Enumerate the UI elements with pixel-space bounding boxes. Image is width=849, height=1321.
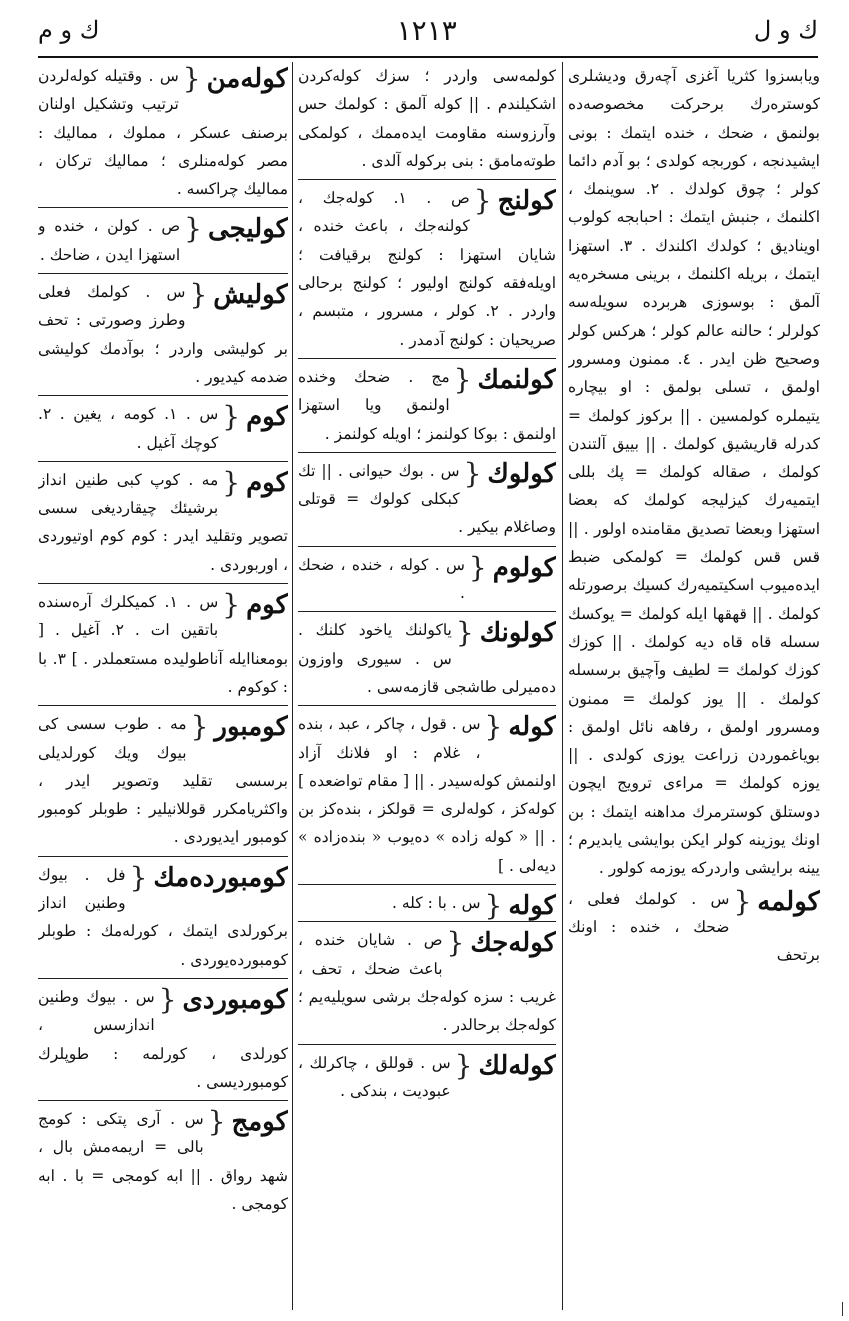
entry-definition: س . كوله ، خنده ، ضحك . [298, 555, 465, 603]
brace-icon: { [468, 550, 487, 584]
entry-divider [298, 452, 556, 453]
entry-definition: س . بيوك وطنين اندازسس ، كورلدى ، كورلمه : طوپلرك كومبورديسى . [38, 987, 288, 1091]
entry-headword: كوم [246, 402, 288, 433]
entry-headword: كولنج [497, 186, 556, 217]
dictionary-entry [298, 926, 556, 1039]
entry-divider [298, 611, 556, 612]
entry-definition: مه . طوب سسى كى بيوك ويك كورلديلى برسسى تقليد وتصوير ايدر ، واكثريامكرر قوللانيلير : طوبلر كومبور كومبور ايديوردى . [38, 715, 288, 847]
entry-definition: س . وقتيله كوله‌لردن ترتيب وتشكيل اولنان برصنف عسكر ، مملوك ، مماليك : مصر كوله‌منلرى ؛ مماليك تركان ، مماليك چراكسه . [38, 67, 288, 199]
entry-divider [38, 856, 288, 857]
page-header [38, 10, 818, 50]
entry-definition: س . كولمك فعلى ، ضحك ، خنده : اونك برتحف [568, 889, 820, 965]
entry-headword: كوله [508, 891, 556, 922]
brace-icon: { [733, 884, 752, 918]
dictionary-entry [38, 212, 288, 269]
brace-icon: { [463, 456, 482, 490]
dictionary-entry [568, 885, 820, 970]
entry-headword: كومبوردى [182, 984, 288, 1015]
entry-definition: س . با : كله . [392, 894, 481, 913]
column-middle [298, 62, 556, 1312]
entry-headword: كولوك [487, 458, 556, 489]
dictionary-entry [298, 889, 556, 923]
entry-definition: س . قوللق ، چاكرلك ، عبوديت ، بندكى . [298, 1053, 451, 1100]
entry-headword: كوليش [213, 280, 288, 311]
brace-icon: { [222, 465, 241, 499]
header-keyword-right: ك و ل [753, 16, 818, 44]
entry-headword: كومبور [214, 712, 288, 743]
entry-divider [298, 705, 556, 706]
header-keyword-left: ك و م [38, 16, 100, 44]
entry-body: كولمه‌سى واردر ؛ سزك كوله‌كردن اشكيلندم . || كوله آلمق : كولمك حس وآرزوسنه مقاومت ايده‌ممك ، كولمكى طوته‌مامق : بنى بركوله آلدى . [298, 67, 556, 170]
dictionary-entry [38, 1105, 288, 1218]
brace-icon: { [473, 184, 492, 218]
dictionary-entry [38, 710, 288, 851]
dictionary-entry [298, 457, 556, 542]
entry-divider [38, 207, 288, 208]
entry-headword: كوم [246, 590, 288, 621]
dictionary-entry [298, 1049, 556, 1106]
entry-headword: كوم [246, 467, 288, 498]
entry-divider [298, 546, 556, 547]
brace-icon: { [222, 400, 241, 434]
entry-divider [298, 358, 556, 359]
entry-headword: كولنمك [477, 364, 556, 395]
page-number: ١٢١٣ [396, 13, 457, 47]
entry-definition: فل . بيوك وطنين انداز بركورلدى ايتمك ، كورله‌مك : طوبلر كومبورده‌يوردى . [38, 865, 288, 969]
brace-icon: { [222, 588, 241, 622]
dictionary-entry [298, 363, 556, 448]
entry-definition: س . كولمك فعلى وطرز وصورتى : تحف بر كوليشى واردر ؛ بوآدمك كوليشى ضدمه كيديور . [38, 283, 288, 386]
entry-divider [38, 583, 288, 584]
entry-definition: مه . كوپ كبى طنين انداز برشيئك چيقارديغى سسى تصوير وتقليد ايدر : كوم كوم اوتيوردى ، اوربوردى . [38, 470, 288, 574]
column-divider [562, 62, 563, 1310]
entry-definition: ص . ١. كوله‌جك ، كولنه‌جك ، باعث خنده ، شايان استهزا : كولنج برقيافت ؛ اويله‌فقه كولنج اوليور ؛ كولنج برحالى واردر . ٢. كولر ، مسرور ، متبسم ، صريحيان : كولنج آدمدر . [298, 189, 556, 349]
entry-definition: ص . كولن ، خنده و استهزا ايدن ، ضاحك . [38, 217, 181, 264]
entry-headword: كوله‌لك [478, 1050, 556, 1081]
continued-entry-text [298, 62, 556, 175]
brace-icon: { [484, 889, 503, 923]
dictionary-entry [38, 861, 288, 974]
page-edge-mark [842, 1302, 843, 1316]
dictionary-entry [38, 278, 288, 391]
entry-headword: كومبورده‌مك [153, 862, 288, 893]
entry-divider [298, 1044, 556, 1045]
continued-entry-text [568, 62, 820, 883]
entry-divider [38, 705, 288, 706]
entry-definition: ياكولنك ياخود كلنك . س . سيورى واوزون ده‌ميرلى طاشجى قازمه‌سى . [298, 621, 556, 696]
entry-definition: مج . ضحك وخنده اولنمق ويا استهزا اولنمق : بوكا كولنمز ؛ اويله كولنمز . [298, 367, 556, 443]
entry-divider [38, 978, 288, 979]
brace-icon: { [158, 982, 177, 1016]
entry-definition: س . بوك حيوانى . || تك كبكلى كولوك = قوتلى وصاغلام بيكير . [298, 461, 556, 537]
dictionary-entry [38, 588, 288, 701]
brace-icon: { [207, 1105, 226, 1139]
dictionary-entry [38, 62, 288, 203]
entry-divider [298, 179, 556, 180]
brace-icon: { [190, 710, 209, 744]
brace-icon: { [446, 926, 465, 960]
dictionary-entry [38, 466, 288, 579]
column-divider [292, 62, 293, 1310]
entry-headword: كولمه [757, 886, 820, 917]
dictionary-entry [298, 616, 556, 701]
entry-definition: س . آرى پتكى : كومج بالى = اريمه‌مش بال ، شهد رواق . || ابه كومجى = با . ابه كومجى . [38, 1110, 288, 1213]
entry-headword: كولوم [492, 552, 556, 583]
entry-divider [38, 461, 288, 462]
brace-icon: { [182, 62, 201, 95]
entry-divider [38, 1100, 288, 1101]
entry-headword: كومج [231, 1107, 288, 1138]
dictionary-entry [298, 710, 556, 880]
brace-icon: { [455, 616, 474, 650]
entry-headword: كولونك [479, 618, 556, 649]
entry-definition: س . ١. كومه ، يغين . ٢. كوچك آغيل . [38, 405, 219, 452]
brace-icon: { [453, 362, 472, 396]
dictionary-entry [38, 983, 288, 1096]
entry-definition: س . ١. كميكلرك آره‌سنده باتقين ات . ٢. آغيل . [ بومعناايله آناطوليده مستعملدر . ] ٣. با : كوكوم . [38, 593, 288, 696]
header-rule [38, 56, 818, 58]
brace-icon: { [184, 212, 202, 246]
entry-headword: كوله‌من [206, 64, 288, 94]
entry-divider [298, 884, 556, 885]
column-left [38, 62, 288, 1312]
brace-icon: { [454, 1048, 473, 1082]
entry-divider [38, 395, 288, 396]
brace-icon: { [189, 278, 208, 312]
brace-icon: { [484, 710, 503, 744]
dictionary-entry [298, 551, 556, 608]
entry-body: ويابسزوا كثريا آغزى آچه‌رق وديشلرى كوستره‌رك برحركت مخصوصه‌ده بولنمق ، ضحك ، خنده ايتمك : بونى ايشيدنجه ، كوربجه كولدى ؛ بو آدم دائما كولر ؛ چوق كولدك . ٢. سوينمك ، اكلنمك ، جنبش ايتمك : احبابجه كولوب اويناديق ؛ كولدك اكلندك . ٣. استهزا ايتمك ، بريله اكلنمك ، برينى مسخره‌يه آلمق : بوسوزى هربرده سويله‌سه كولرلر ؛ حالنه عالم كولر ؛ هركس كولر وصحيح ظن ايدر . ٤. ممنون ومسرور اولمق ، تسلى بولمق : او بيچاره يتيملره كولمسين . || بركوز كولمك = كدرله قاريشيق كولمك . || بييق آلتندن كولمك ، صقاله كولمك = پك بللى ايتميه‌رك كيزليجه كولمك كه بعضا استهزا وبعضا تصديق مقامنده اولور . || قس قس كولمك = كولمكى ضبط ايده‌ميوب اسكيتميه‌رك كسيك برصورتله كولمك . || قهقها ايله كولمك = يوكسك سسله قاه قاه ديه كولمك . || كوزك كوزك كولمك = لطيف وآچيق برسسله كولمك . || يوز كولمك = ممنون ومسرور اولمق ، رفاهه نائل اولمق : بوياغموردن زراعت يوزى كولدى . || يوزه كولمك = مراءى ترويج ايچون دوستلق كوسترمرك مداهنه ايتمك : بن اونك يوزينه كولر ايكن بوايشى يابديرم ؛ يينه برايشى واردركه يوزمه كولور . [568, 67, 820, 878]
brace-icon: { [129, 860, 148, 894]
entry-headword: كوله‌جك [470, 928, 556, 959]
dictionary-entry [298, 184, 556, 354]
dictionary-entry [38, 400, 288, 457]
entry-definition: ص . شايان خنده ، باعث ضحك ، تحف ، غريب : سزه كوله‌جك برشى سويليه‌يم ؛ كوله‌جك برحالدر . [298, 931, 556, 1035]
entry-headword: كوله [508, 712, 556, 743]
entry-divider [38, 273, 288, 274]
entry-definition: س . قول ، چاكر ، عبد ، بنده ، غلام : او فلانك آزاد اولنمش كوله‌سيدر . || [ مقام تواضعده ] كوله‌كز ، كوله‌لرى = قولكز ، بنده‌كز بن . || « كوله زاده » ده‌يوب « بنده‌زاده » ديه‌لى . ] [298, 715, 556, 875]
column-right [568, 62, 820, 1312]
entry-headword: كوليجى [207, 214, 288, 245]
